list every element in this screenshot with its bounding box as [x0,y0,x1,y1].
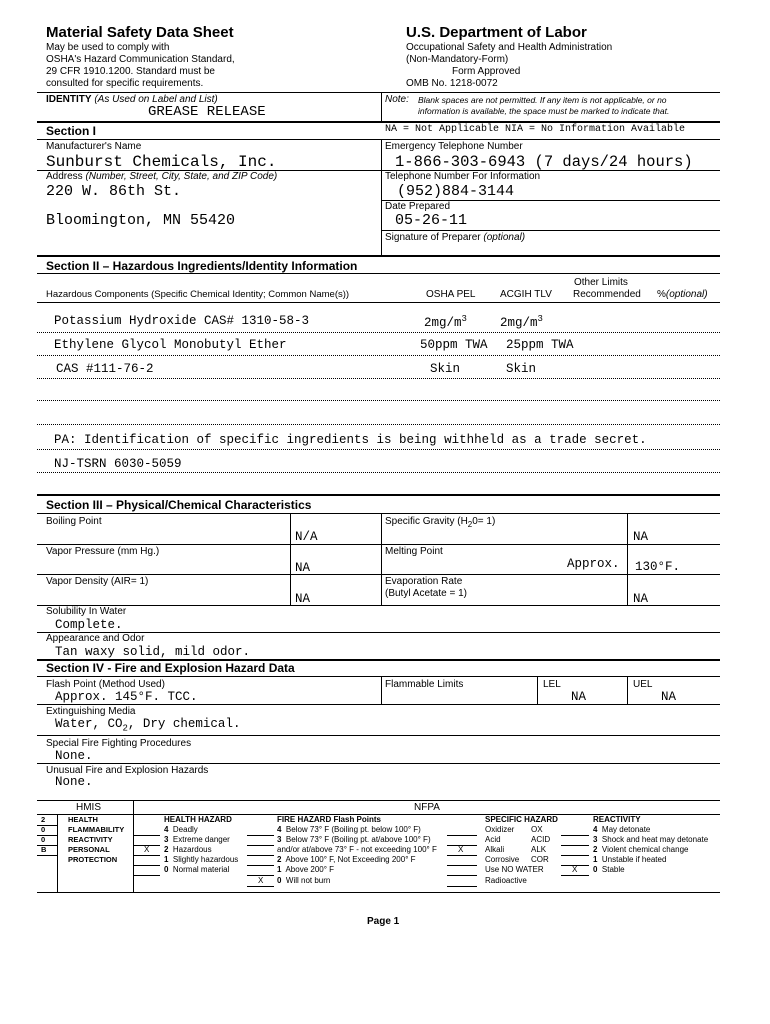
reactivity-row-4: 4 May detonate [593,825,651,834]
col-acgih: ACGIH TLV [500,289,552,300]
col-components: Hazardous Components (Specific Chemical Identity; Common Name(s)) [46,289,350,300]
pa-note[interactable]: PA: Identification of specific ingredients is being withheld as a trade secret. [54,433,647,447]
specific-corrosive-code: COR [531,855,549,864]
ext-label: Extinguishing Media [46,706,136,717]
boiling-value[interactable]: N/A [295,530,318,544]
hmis-flammability-label: FLAMMABILITY [68,825,125,834]
section-4-title: Section IV - Fire and Explosion Hazard Data [46,661,295,675]
ingredient-1-acgih[interactable]: $2mg/m^3$ [500,314,543,331]
section-1-title: Section I [46,124,97,138]
reactivity-row-2: 2 Violent chemical change [593,845,689,854]
flash-label: Flash Point (Method Used) [46,679,165,690]
fire-row-4: 4 Below 73° F (Boiling pt. below 100° F) [277,825,421,834]
boiling-label: Boiling Point [46,516,102,527]
er-label-2: (Butyl Acetate = 1) [385,588,467,599]
note-line-1: Blank spaces are not permitted. If any item is not applicable, or no [418,95,667,105]
note-line-2: information is available, the space must be marked to indicate that. [418,106,670,116]
emergency-label: Emergency Telephone Number [385,141,523,152]
health-mark[interactable]: X [144,845,150,854]
manufacturer-value[interactable]: Sunburst Chemicals, Inc. [46,153,277,171]
info-phone-label: Telephone Number For Information [385,171,541,182]
health-row-4: 4 Deadly [164,825,198,834]
health-title: HEALTH HAZARD [164,815,232,824]
page-number: Page 1 [367,916,400,927]
vp-value[interactable]: NA [295,561,311,575]
hmis-flammability-rating[interactable]: 0 [41,825,46,834]
identity-label: IDENTITY (As Used on Label and List) [46,94,218,105]
right-line-2: (Non-Mandatory-Form) [406,54,509,65]
vd-label: Vapor Density (AIR= 1) [46,576,149,587]
fire-row-1: 1 Above 200° F [277,865,335,874]
ingredient-2-name[interactable]: Ethylene Glycol Monobutyl Ether [54,338,287,352]
left-line-1: May be used to comply with [46,42,170,53]
fire-row-3: 3 Below 73° F (Boiling pt. at/above 100° F) [277,835,431,844]
specific-oxidizer-code: OX [531,825,543,834]
hmis-reactivity-label: REACTIVITY [68,835,113,844]
ingredient-3-acgih[interactable]: Skin [506,362,537,376]
ingredient-1-osha[interactable]: $2mg/m^3$ [424,314,467,331]
specific-oxidizer: Oxidizer [485,825,515,834]
right-title: U.S. Department of Labor [406,24,587,41]
health-row-0: 0 Normal material [164,865,230,874]
right-line-3: Form Approved [452,66,521,77]
section-3-title: Section III – Physical/Chemical Characteristics [46,498,312,512]
sg-value[interactable]: NA [633,530,649,544]
hmis-ppe-label-2: PROTECTION [68,855,118,864]
specific-alkali: Alkali [485,845,505,854]
ufeh-label: Unusual Fire and Explosion Hazards [46,765,209,776]
col-osha: OSHA PEL [426,289,476,300]
mp-label: Melting Point [385,546,443,557]
hmis-health-label: HEALTH [68,815,98,824]
solubility-value[interactable]: Complete. [55,618,123,632]
mp-value[interactable]: 130°F. [635,560,681,574]
fire-row-2: 2 Above 100° F, Not Exceeding 200° F [277,855,416,864]
ufeh-value[interactable]: None. [55,775,93,789]
specific-corrosive: Corrosive [485,855,520,864]
lel-value[interactable]: NA [571,690,587,704]
nj-note[interactable]: NJ-TSRN 6030-5059 [54,457,182,471]
left-line-3: 29 CFR 1910.1200. Standard must be [46,66,215,77]
specific-acid: Acid [485,835,501,844]
er-value[interactable]: NA [633,592,649,606]
hmis-health-rating[interactable]: 2 [41,815,46,824]
reactivity-row-1: 1 Unstable if heated [593,855,667,864]
appearance-label: Appearance and Odor [46,633,145,644]
left-line-2: OSHA's Hazard Communication Standard, [46,54,235,65]
reactivity-title: REACTIVITY [593,815,641,824]
appearance-value[interactable]: Tan waxy solid, mild odor. [55,645,251,659]
left-line-4: consulted for specific requirements. [46,78,204,89]
specific-no-water: Use NO WATER [485,865,544,874]
col-other-2: Recommended [573,289,641,300]
solubility-label: Solubility In Water [46,606,127,617]
uel-label: UEL [633,679,653,690]
ingredient-2-acgih[interactable]: 25ppm TWA [506,338,574,352]
left-title: Material Safety Data Sheet [46,24,234,41]
fire-row-3b: and/or at/above 73° F - not exceeding 100° F [277,845,437,854]
sg-label: Specific Gravity $(H_20= 1)$ [385,516,496,529]
address-label: Address (Number, Street, City, State, and ZIP Code) [46,171,278,182]
flash-value[interactable]: Approx. 145°F. TCC. [55,690,198,704]
emergency-value[interactable]: 1-866-303-6943 (7 days/24 hours) [395,153,693,171]
hmis-ppe-label-1: PERSONAL [68,845,110,854]
col-pct: %(optional) [657,289,708,300]
col-other-1: Other Limits [574,277,628,288]
right-line-4: OMB No. 1218-0072 [406,78,498,89]
fire-row-0: 0 Will not burn [277,876,331,885]
na-legend: NA = Not Applicable NIA = No Information Available [385,124,686,135]
hmis-ppe-rating[interactable]: B [41,845,47,854]
ingredient-2-osha[interactable]: 50ppm TWA [420,338,488,352]
section-2-title: Section II – Hazardous Ingredients/Identity Information [46,259,358,273]
note-label: Note: [385,94,409,105]
address-line-1[interactable]: 220 W. 86th St. [46,183,182,200]
manufacturer-label: Manufacturer's Name [46,141,142,152]
fire-title: FIRE HAZARD Flash Points [277,815,382,824]
sffp-label: Special Fire Fighting Procedures [46,738,192,749]
vd-value[interactable]: NA [295,592,311,606]
specific-alkali-code: ALK [531,845,547,854]
date-label: Date Prepared [385,201,451,212]
ingredient-3-osha[interactable]: Skin [430,362,461,376]
hmis-title: HMIS [76,802,101,813]
reactivity-row-3: 3 Shock and heat may detonate [593,835,709,844]
nfpa-title: NFPA [414,802,440,813]
date-value[interactable]: 05-26-11 [395,212,468,229]
mp-prefix[interactable]: Approx. [567,557,620,571]
info-phone-value[interactable]: (952)884-3144 [397,183,515,200]
reactivity-mark[interactable]: X [572,865,578,874]
fire-mark[interactable]: X [258,876,264,885]
address-line-2[interactable]: Bloomington, MN 55420 [46,212,236,229]
ingredient-1-name[interactable]: Potassium Hydroxide CAS# 1310-58-3 [54,314,310,328]
health-row-3: 3 Extreme danger [164,835,230,844]
ext-value[interactable]: Water, $CO_2$, Dry chemical. [55,717,241,734]
specific-title: SPECIFIC HAZARD [485,815,558,824]
specific-mark[interactable]: X [458,845,464,854]
flammable-label: Flammable Limits [385,679,464,690]
identity-value[interactable]: GREASE RELEASE [148,104,266,120]
right-line-1: Occupational Safety and Health Administration [406,42,613,53]
vp-label: Vapor Pressure (mm Hg.) [46,546,160,557]
hmis-reactivity-rating[interactable]: 0 [41,835,46,844]
specific-radioactive: Radioactive [485,876,527,885]
health-row-1: 1 Slightly hazardous [164,855,239,864]
specific-acid-code: ACID [531,835,551,844]
sffp-value[interactable]: None. [55,749,93,763]
signature-label: Signature of Preparer (optional) [385,232,526,243]
lel-label: LEL [543,679,561,690]
er-label-1: Evaporation Rate [385,576,463,587]
health-row-2: 2 Hazardous [164,845,212,854]
ingredient-3-name[interactable]: CAS #111-76-2 [56,362,154,376]
reactivity-row-0: 0 Stable [593,865,625,874]
uel-value[interactable]: NA [661,690,677,704]
